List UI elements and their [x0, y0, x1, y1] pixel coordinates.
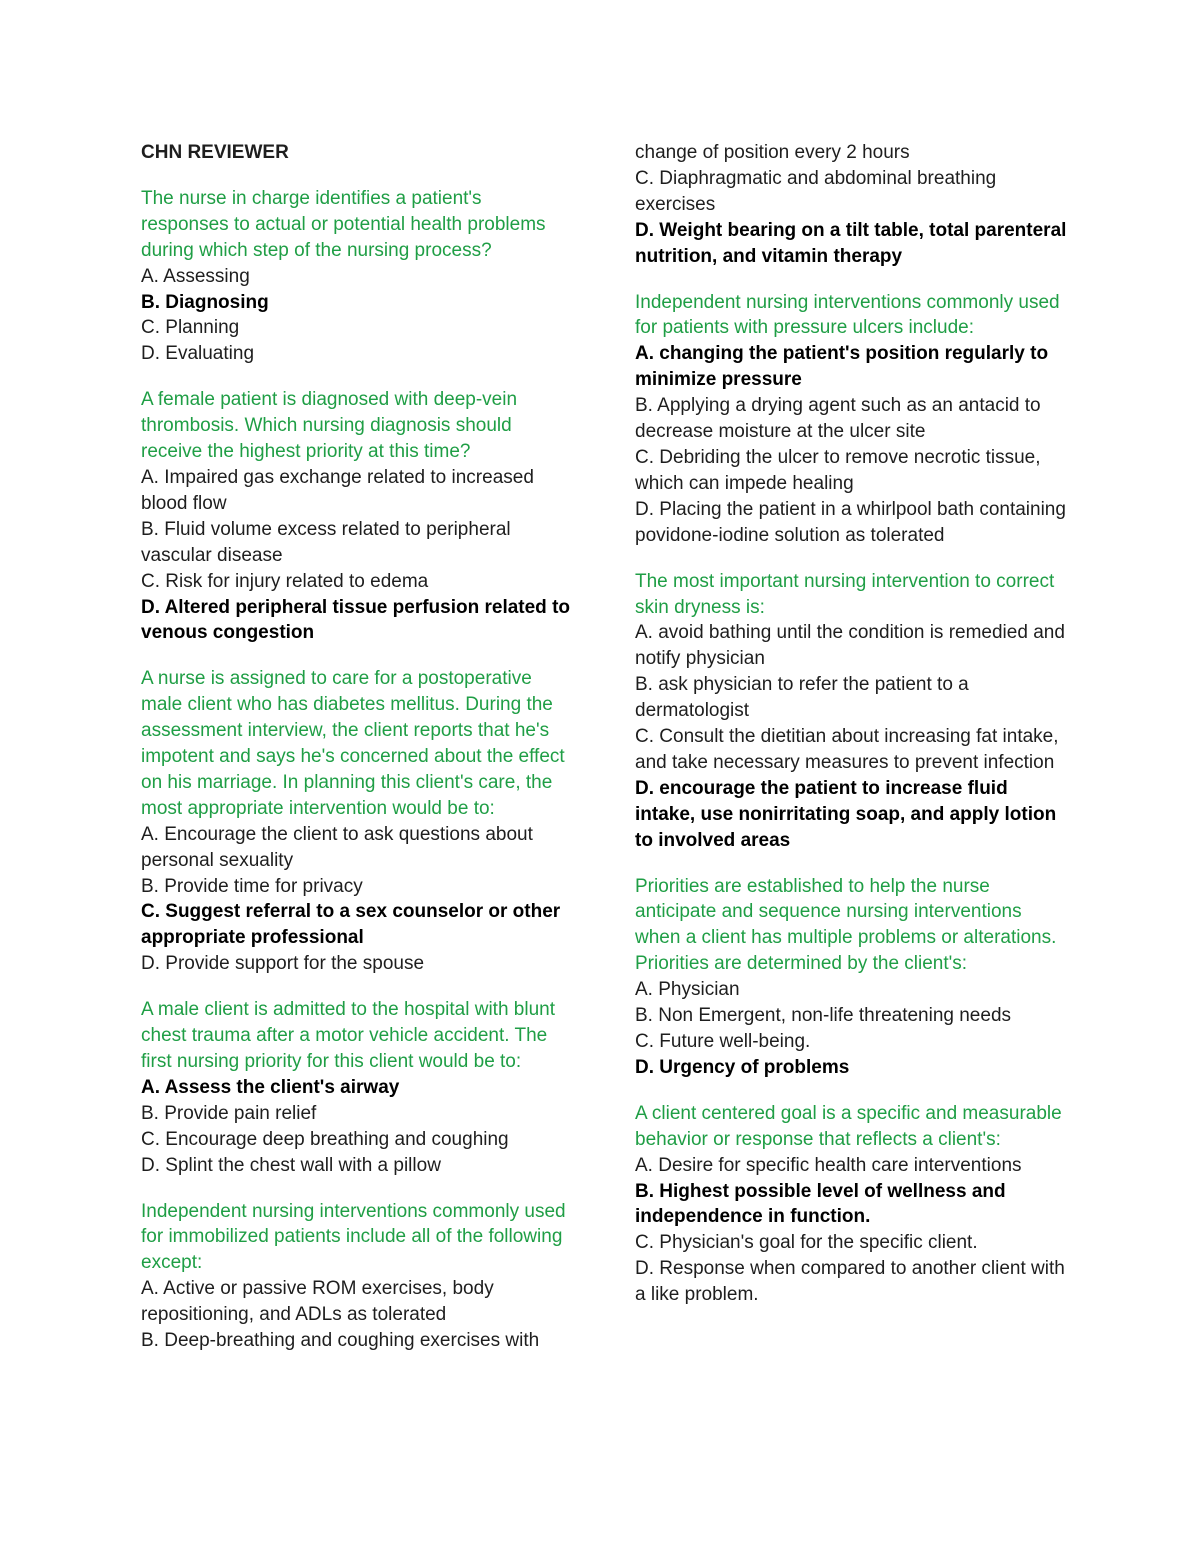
option-c: C. Consult the dietitian about increasing fat intake, and take necessary measures to prevent infection — [635, 726, 1059, 773]
right-column — [635, 140, 1067, 1328]
question-text: The most important nursing intervention to correct skin dryness is: — [635, 570, 1055, 618]
option-c: C. Planning — [141, 317, 240, 339]
option-b: B. Deep-breathing and coughing exercises with — [141, 1330, 540, 1352]
option-d: D. Placing the patient in a whirlpool bath containing povidone-iodine solution as tolerated — [635, 498, 1066, 546]
option-b-continued: change of position every 2 hours — [635, 142, 910, 163]
question-block — [635, 874, 1067, 1081]
option-d-correct: D. Urgency of problems — [635, 1056, 850, 1078]
question-block-continued — [635, 140, 1067, 270]
option-d-correct: D. Weight bearing on a tilt table, total parenteral nutrition, and vitamin therapy — [635, 219, 1067, 267]
option-d-correct: D. Altered peripheral tissue perfusion related to venous congestion — [141, 596, 571, 644]
option-a: A. Active or passive ROM exercises, body repositioning, and ADLs as tolerated — [141, 1278, 494, 1326]
question-text: Independent nursing interventions commonly used for immobilized patients include all of the following except: — [141, 1200, 566, 1274]
question-text: A male client is admitted to the hospital with blunt chest trauma after a motor vehicle accident. The first nursing priority for this client would be to: — [141, 999, 556, 1072]
option-d: D. Response when compared to another client with a like problem. — [635, 1258, 1065, 1306]
question-block — [141, 1199, 573, 1354]
option-c: C. Diaphragmatic and abdominal breathing exercises — [635, 167, 997, 215]
option-a: A. Desire for specific health care interventions — [635, 1154, 1022, 1176]
option-d: D. Provide support for the spouse — [141, 953, 425, 975]
question-block — [141, 387, 573, 646]
option-a: A. Physician — [635, 979, 740, 1001]
option-b: B. Fluid volume excess related to peripheral vascular disease — [141, 518, 511, 566]
option-c: C. Risk for injury related to edema — [141, 570, 429, 592]
option-c: C. Debriding the ulcer to remove necrotic tissue, which can impede healing — [635, 446, 1041, 494]
question-block — [141, 666, 573, 977]
option-d: D. Evaluating — [141, 343, 255, 365]
option-b-correct: B. Diagnosing — [141, 291, 269, 313]
question-text: Priorities are established to help the nurse anticipate and sequence nursing interventions when a client has multiple problems or alterations. Priorities are determined by the client's: — [635, 875, 1057, 975]
question-text: Independent nursing interventions commonly used for patients with pressure ulcers include: — [635, 291, 1060, 339]
document-title: CHN REVIEWER — [141, 142, 289, 163]
option-a-correct: A. changing the patient's position regularly to minimize pressure — [635, 343, 1049, 391]
option-a: A. Encourage the client to ask questions about personal sexuality — [141, 823, 533, 871]
option-a: A. Impaired gas exchange related to increased blood flow — [141, 466, 534, 514]
option-b: B. ask physician to refer the patient to a dermatologist — [635, 674, 969, 722]
question-text: A female patient is diagnosed with deep-vein thrombosis. Which nursing diagnosis should receive the highest priority at this time? — [141, 389, 518, 463]
option-c: C. Future well-being. — [635, 1031, 811, 1052]
option-c: C. Encourage deep breathing and coughing — [141, 1128, 509, 1150]
question-text: The nurse in charge identifies a patient's responses to actual or potential health problems during which step of the nursing process? — [141, 187, 546, 261]
option-b: B. Applying a drying agent such as an antacid to decrease moisture at the ulcer site — [635, 395, 1041, 443]
left-column — [141, 140, 573, 1374]
question-block — [635, 290, 1067, 549]
question-text: A nurse is assigned to care for a postoperative male client who has diabetes mellitus. During the assessment interview, the client reports that he's impotent and says he's concerned about the effect on his marriage. In planning this client's care, the most appropriate intervention would be to: — [141, 668, 565, 819]
question-block — [635, 569, 1067, 854]
question-block — [635, 1101, 1067, 1308]
option-b: B. Provide pain relief — [141, 1102, 317, 1124]
option-a-correct: A. Assess the client's airway — [141, 1076, 400, 1098]
option-d: D. Splint the chest wall with a pillow — [141, 1154, 441, 1176]
option-c-correct: C. Suggest referral to a sex counselor or other appropriate professional — [141, 901, 561, 949]
question-block — [141, 186, 573, 367]
option-b: B. Provide time for privacy — [141, 875, 363, 897]
question-block — [141, 997, 573, 1178]
option-c: C. Physician's goal for the specific client. — [635, 1232, 978, 1254]
option-a: A. avoid bathing until the condition is remedied and notify physician — [635, 622, 1065, 670]
option-b: B. Non Emergent, non-life threatening needs — [635, 1005, 1012, 1027]
option-d-correct: D. encourage the patient to increase fluid intake, use nonirritating soap, and apply lotion to involved areas — [635, 777, 1057, 851]
option-a: A. Assessing — [141, 265, 250, 287]
option-b-correct: B. Highest possible level of wellness and independence in function. — [635, 1180, 1006, 1228]
question-text: A client centered goal is a specific and measurable behavior or response that reflects a client's: — [635, 1102, 1062, 1150]
